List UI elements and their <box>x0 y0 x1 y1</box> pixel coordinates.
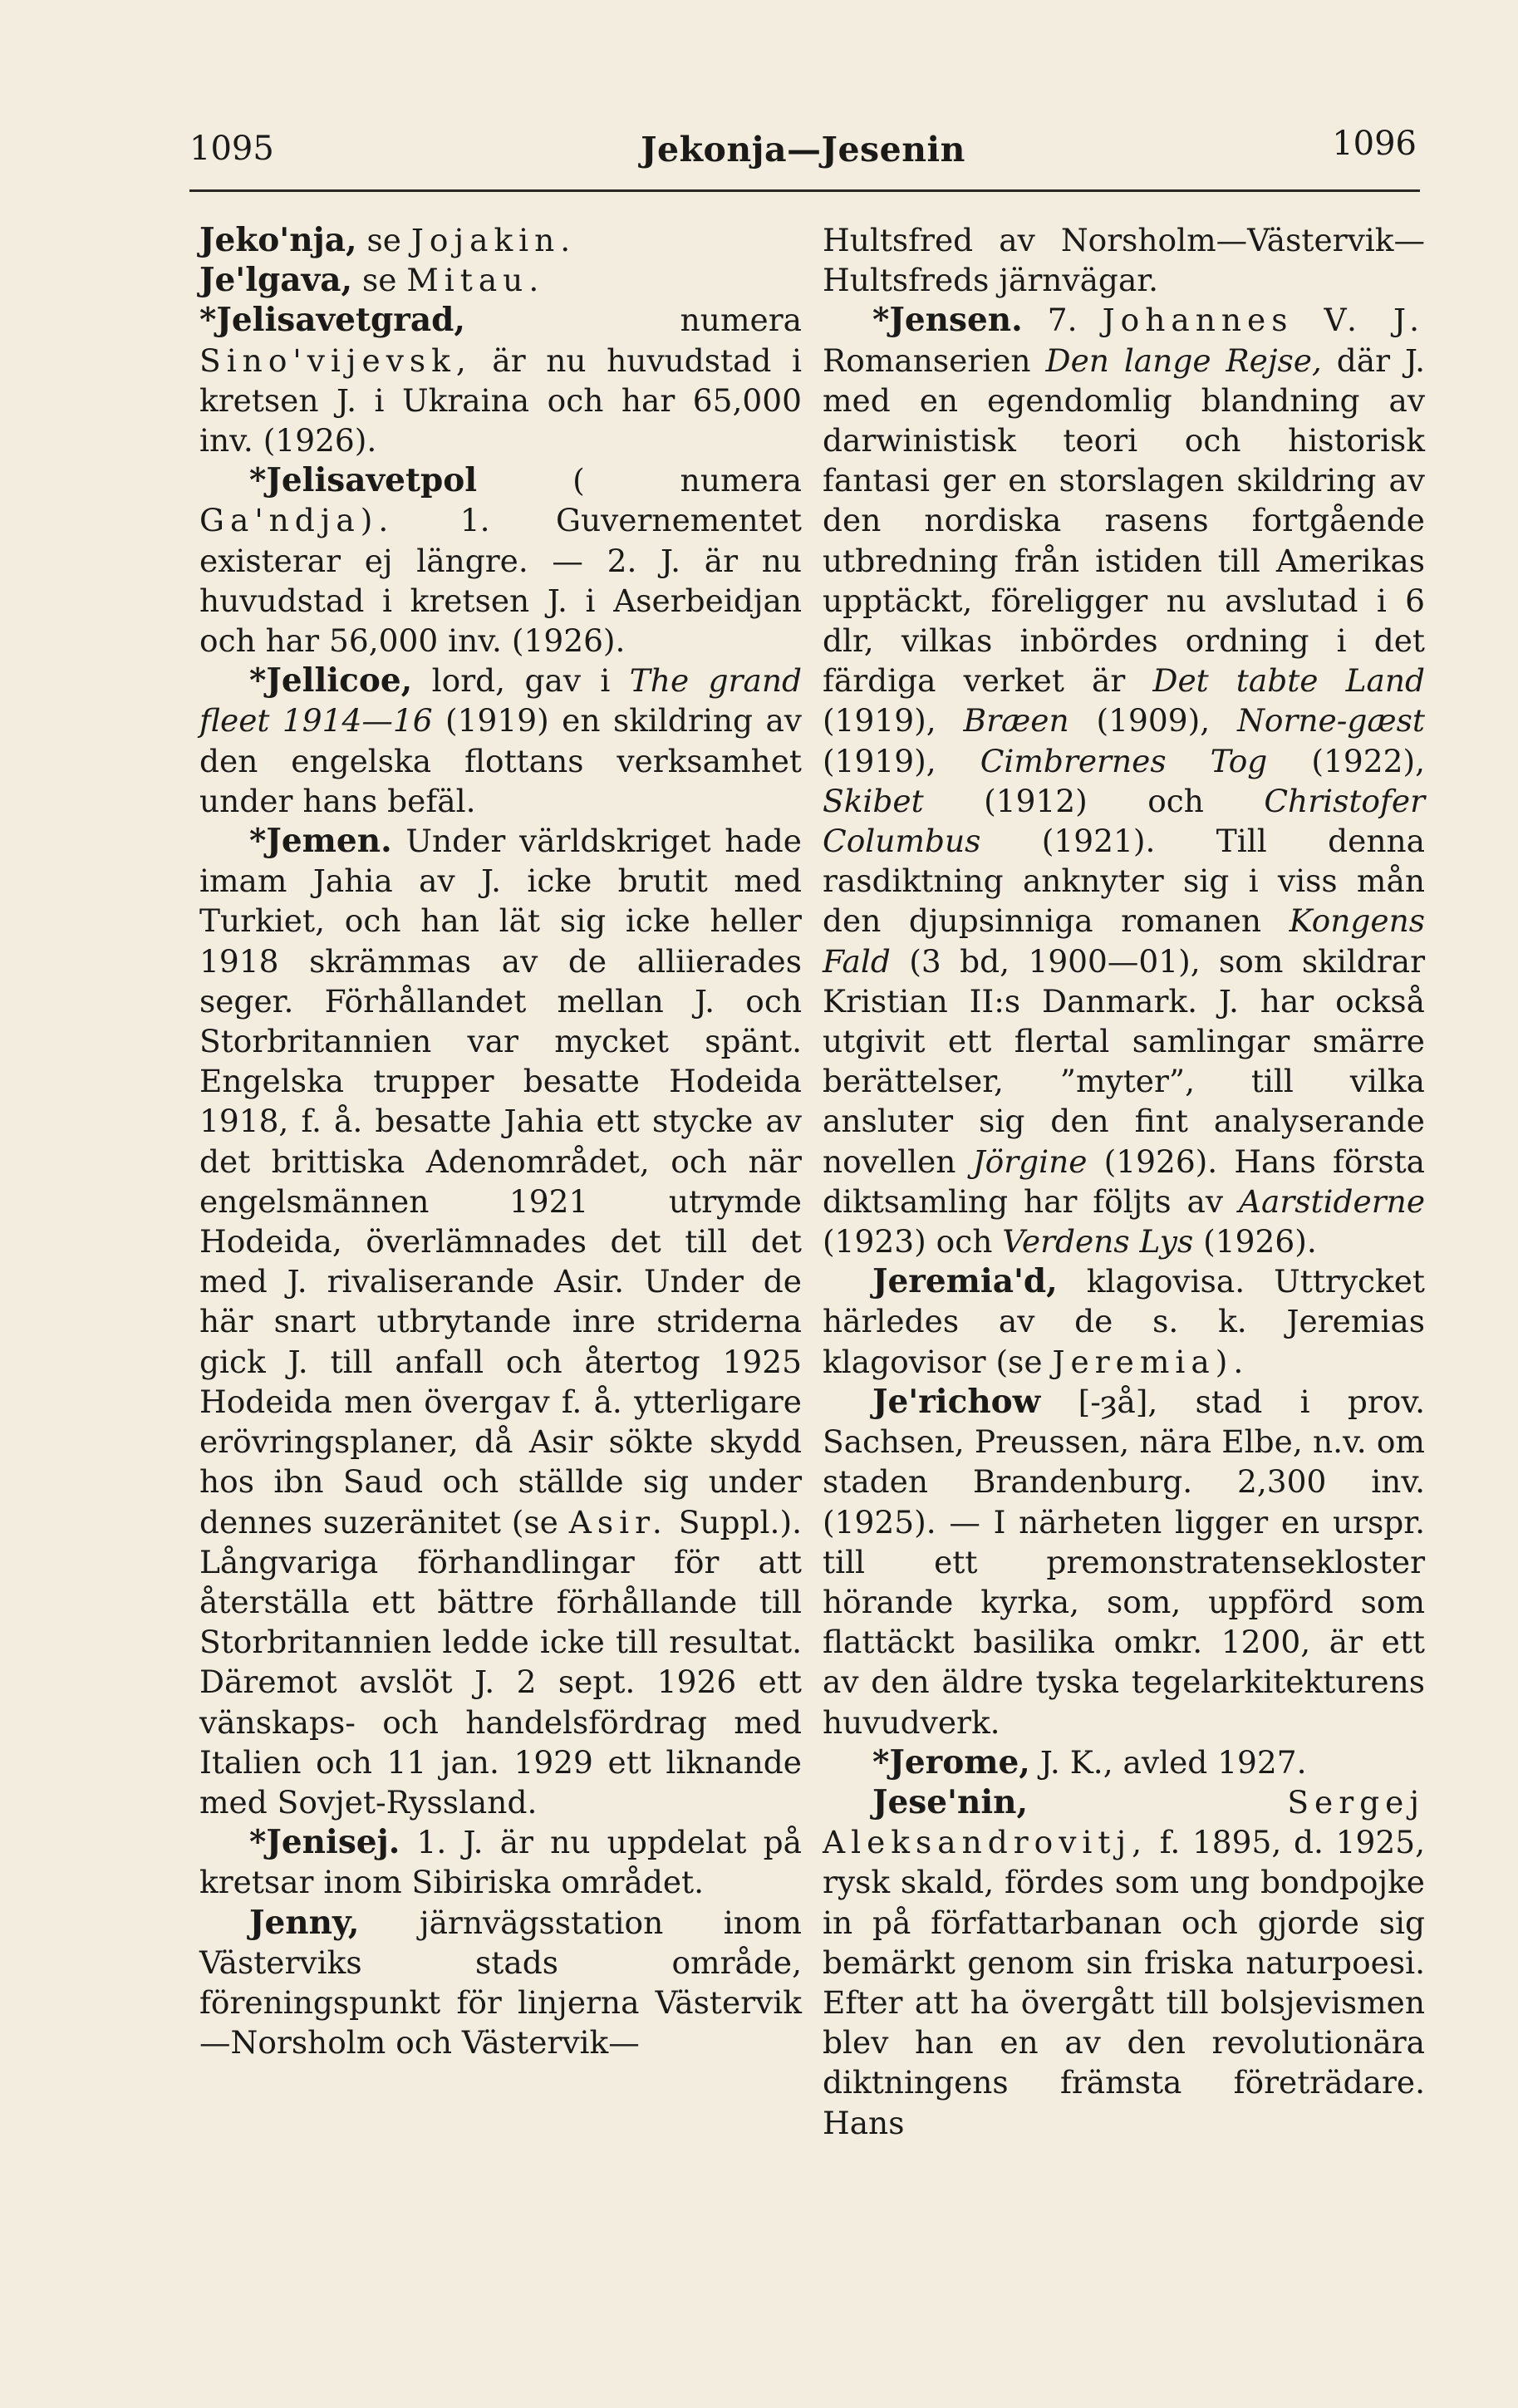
entry-jelgava: Je'lgava, se Mitau. <box>199 261 545 300</box>
work-title: Skibet <box>823 782 924 819</box>
work-title: Christofer Columbus <box>823 782 1425 860</box>
headword: Jeremia'd, <box>872 1262 1058 1301</box>
work-title: Norne-gæst <box>1237 702 1425 740</box>
column-left <box>199 220 802 2062</box>
page-number-right: 1096 <box>1332 125 1417 163</box>
work-title: Verdens Lys <box>1002 1223 1194 1261</box>
entry-jenny-continued: Hultsfred av Norsholm—Västervik—Hultsfreds järnvägar. <box>823 222 1425 299</box>
cross-reference: Sino'vijevsk, <box>199 342 472 379</box>
work-title: Bræen <box>963 702 1069 740</box>
entry-jerome: *Jerome, J. K., avled 1927. <box>872 1742 1307 1781</box>
entry-jelisavetpol: *Jelisavetpol ( numera Ga'ndja). 1. Guvernementet existerar ej längre. — 2. J. är nu huvudstad i kretsen J. i Aserbeidjan och har 56,000 inv. (1926). <box>199 461 803 660</box>
work-title: Cimbrernes Tog <box>980 742 1268 779</box>
cross-reference: Mitau. <box>406 262 545 299</box>
cross-reference: Jojakin. <box>410 222 577 258</box>
entry-jenisej: *Jenisej. 1. J. är nu uppdelat på kretsar inom Sibiriska området. <box>199 1823 803 1901</box>
entry-jellicoe: *Jellicoe, lord, gav i The grand fleet 1914—16 (1919) en skildring av den engelska flottans verksamhet under hans befäl. <box>199 661 802 819</box>
work-title: Kongens Fald <box>823 902 1426 980</box>
headword: Je'richow <box>872 1382 1041 1421</box>
headword: Je'lgava, <box>199 261 353 300</box>
headword: *Jellicoe, <box>249 661 413 700</box>
entry-jenny: Jenny, järnvägsstation inom Västerviks stads område, föreningspunkt för linjerna Västervik—Norsholm och Västervik— <box>199 1903 802 2062</box>
entry-jensen: *Jensen. 7. Johannes V. J. Romanserien Den lange Rejse, där J. med en egendomlig blandning av darwinistisk teori och historisk fantasi ger en storslagen skildring av den nordiska rasens fortgående utbredning från istiden till Amerikas upptäckt, föreligger nu avslutad i 6 dlr, vilkas inbördes ordning i det färdiga verket är Det tabte Land (1919), Bræen (1909), Norne-gæst (1919), Cimbrernes Tog (1922), Skibet (1912) och Christofer Columbus (1921). Till denna rasdiktning anknyter sig i viss mån den djupsinniga romanen Kongens Fald (3 bd, 1900—01), som skildrar Kristian II:s Danmark. J. har också utgivit ett flertal samlingar smärre berättelser, ”myter”, till vilka ansluter sig den fint analyserande novellen Jörgine (1926). Hans första diktsamling har följts av Aarstiderne (1923) och Verdens Lys (1926). <box>823 301 1426 1261</box>
entry-jemen: *Jemen. Under världskriget hade imam Jahia av J. icke brutit med Turkiet, och han lät sig icke heller 1918 skrämmas av de alliierades seger. Förhållandet mellan J. och Storbritannien var mycket spänt. Engelska trupper besatte Hodeida 1918, f. å. besatte Jahia ett stycke av det brittiska Adenområdet, och när engelsmännen 1921 utrymde Hodeida, överlämnades det till det med J. rivaliserande Asir. Under de här snart utbrytande inre striderna gick J. till anfall och återtog 1925 Hodeida men övergav f. å. ytterligare erövringsplaner, då Asir sökte skydd hos ibn Saud och ställde sig under dennes suzeränitet (se Asir. Suppl.). Långvariga förhandlingar för att återställa ett bättre förhållande till Storbritannien ledde icke till resultat. Däremot avslöt J. 2 sept. 1926 ett vänskaps- och handelsfördrag med Italien och 11 jan. 1929 ett liknande med Sovjet-Ryssland. <box>199 822 803 1821</box>
running-title: Jekonja—Jesenin <box>641 130 965 170</box>
headword: *Jemen. <box>249 822 392 861</box>
work-title: Aarstiderne <box>1238 1182 1426 1220</box>
entry-jelisavetgrad: *Jelisavetgrad, numera Sino'vijevsk, är nu huvudstad i kretsen J. i Ukraina och har 65,000 inv. (1926). <box>199 301 802 459</box>
entry-jekonja: Jeko'nja, se Jojakin. <box>199 221 577 259</box>
running-header <box>189 125 1417 188</box>
cross-reference: Jeremia). <box>1052 1343 1250 1380</box>
headword: *Jelisavetgrad, <box>199 301 465 340</box>
entry-jesenin: Jese'nin, Sergej Aleksandrovitj, f. 1895, d. 1925, rysk skald, fördes som ung bondpojke in på författarbanan och gjorde sig bemärkt genom sin friska naturpoesi. Efter att ha övergått till bolsjevismen blev han en av den revolutionära diktningens främsta företrädare. Hans <box>823 1782 1426 2141</box>
entry-jeremiad: Jeremia'd, klagovisa. Uttrycket härledes av de s. k. Jeremias klagovisor (se Jeremia). <box>823 1262 1425 1380</box>
work-title: Det tabte Land <box>1152 662 1425 700</box>
entry-jerichow: Je'richow [-ȝå], stad i prov. Sachsen, Preussen, nära Elbe, n.v. om staden Brandenburg. 2,300 inv. (1925). — I närheten ligger en urspr. till ett premonstratensekloster hörande kyrka, som, uppförd som flattäckt basilika omkr. 1200, är ett av den äldre tyska tegelarkitekturens huvudverk. <box>823 1382 1426 1741</box>
headword: *Jenisej. <box>249 1823 400 1862</box>
work-title: Jörgine <box>972 1143 1088 1180</box>
cross-reference: Asir. <box>568 1503 668 1541</box>
headword: Jese'nin, <box>872 1782 1029 1821</box>
headword: *Jelisavetpol <box>249 461 478 500</box>
headword: *Jerome, <box>872 1742 1030 1781</box>
headword: Jeko'nja, <box>199 221 357 259</box>
page-number-left: 1095 <box>189 130 274 168</box>
headword: Jenny, <box>249 1903 360 1942</box>
column-right <box>823 220 1425 2143</box>
headword: *Jensen. <box>872 301 1023 340</box>
cross-reference: Ga'ndja). <box>199 502 395 539</box>
header-rule <box>189 189 1420 192</box>
cross-reference: Johannes V. J. <box>1102 302 1426 339</box>
cross-reference: Sergej Aleksandrovitj, <box>823 1783 1425 1861</box>
work-title: Den lange Rejse, <box>1045 342 1322 379</box>
work-title: The grand fleet 1914—16 <box>199 662 802 740</box>
